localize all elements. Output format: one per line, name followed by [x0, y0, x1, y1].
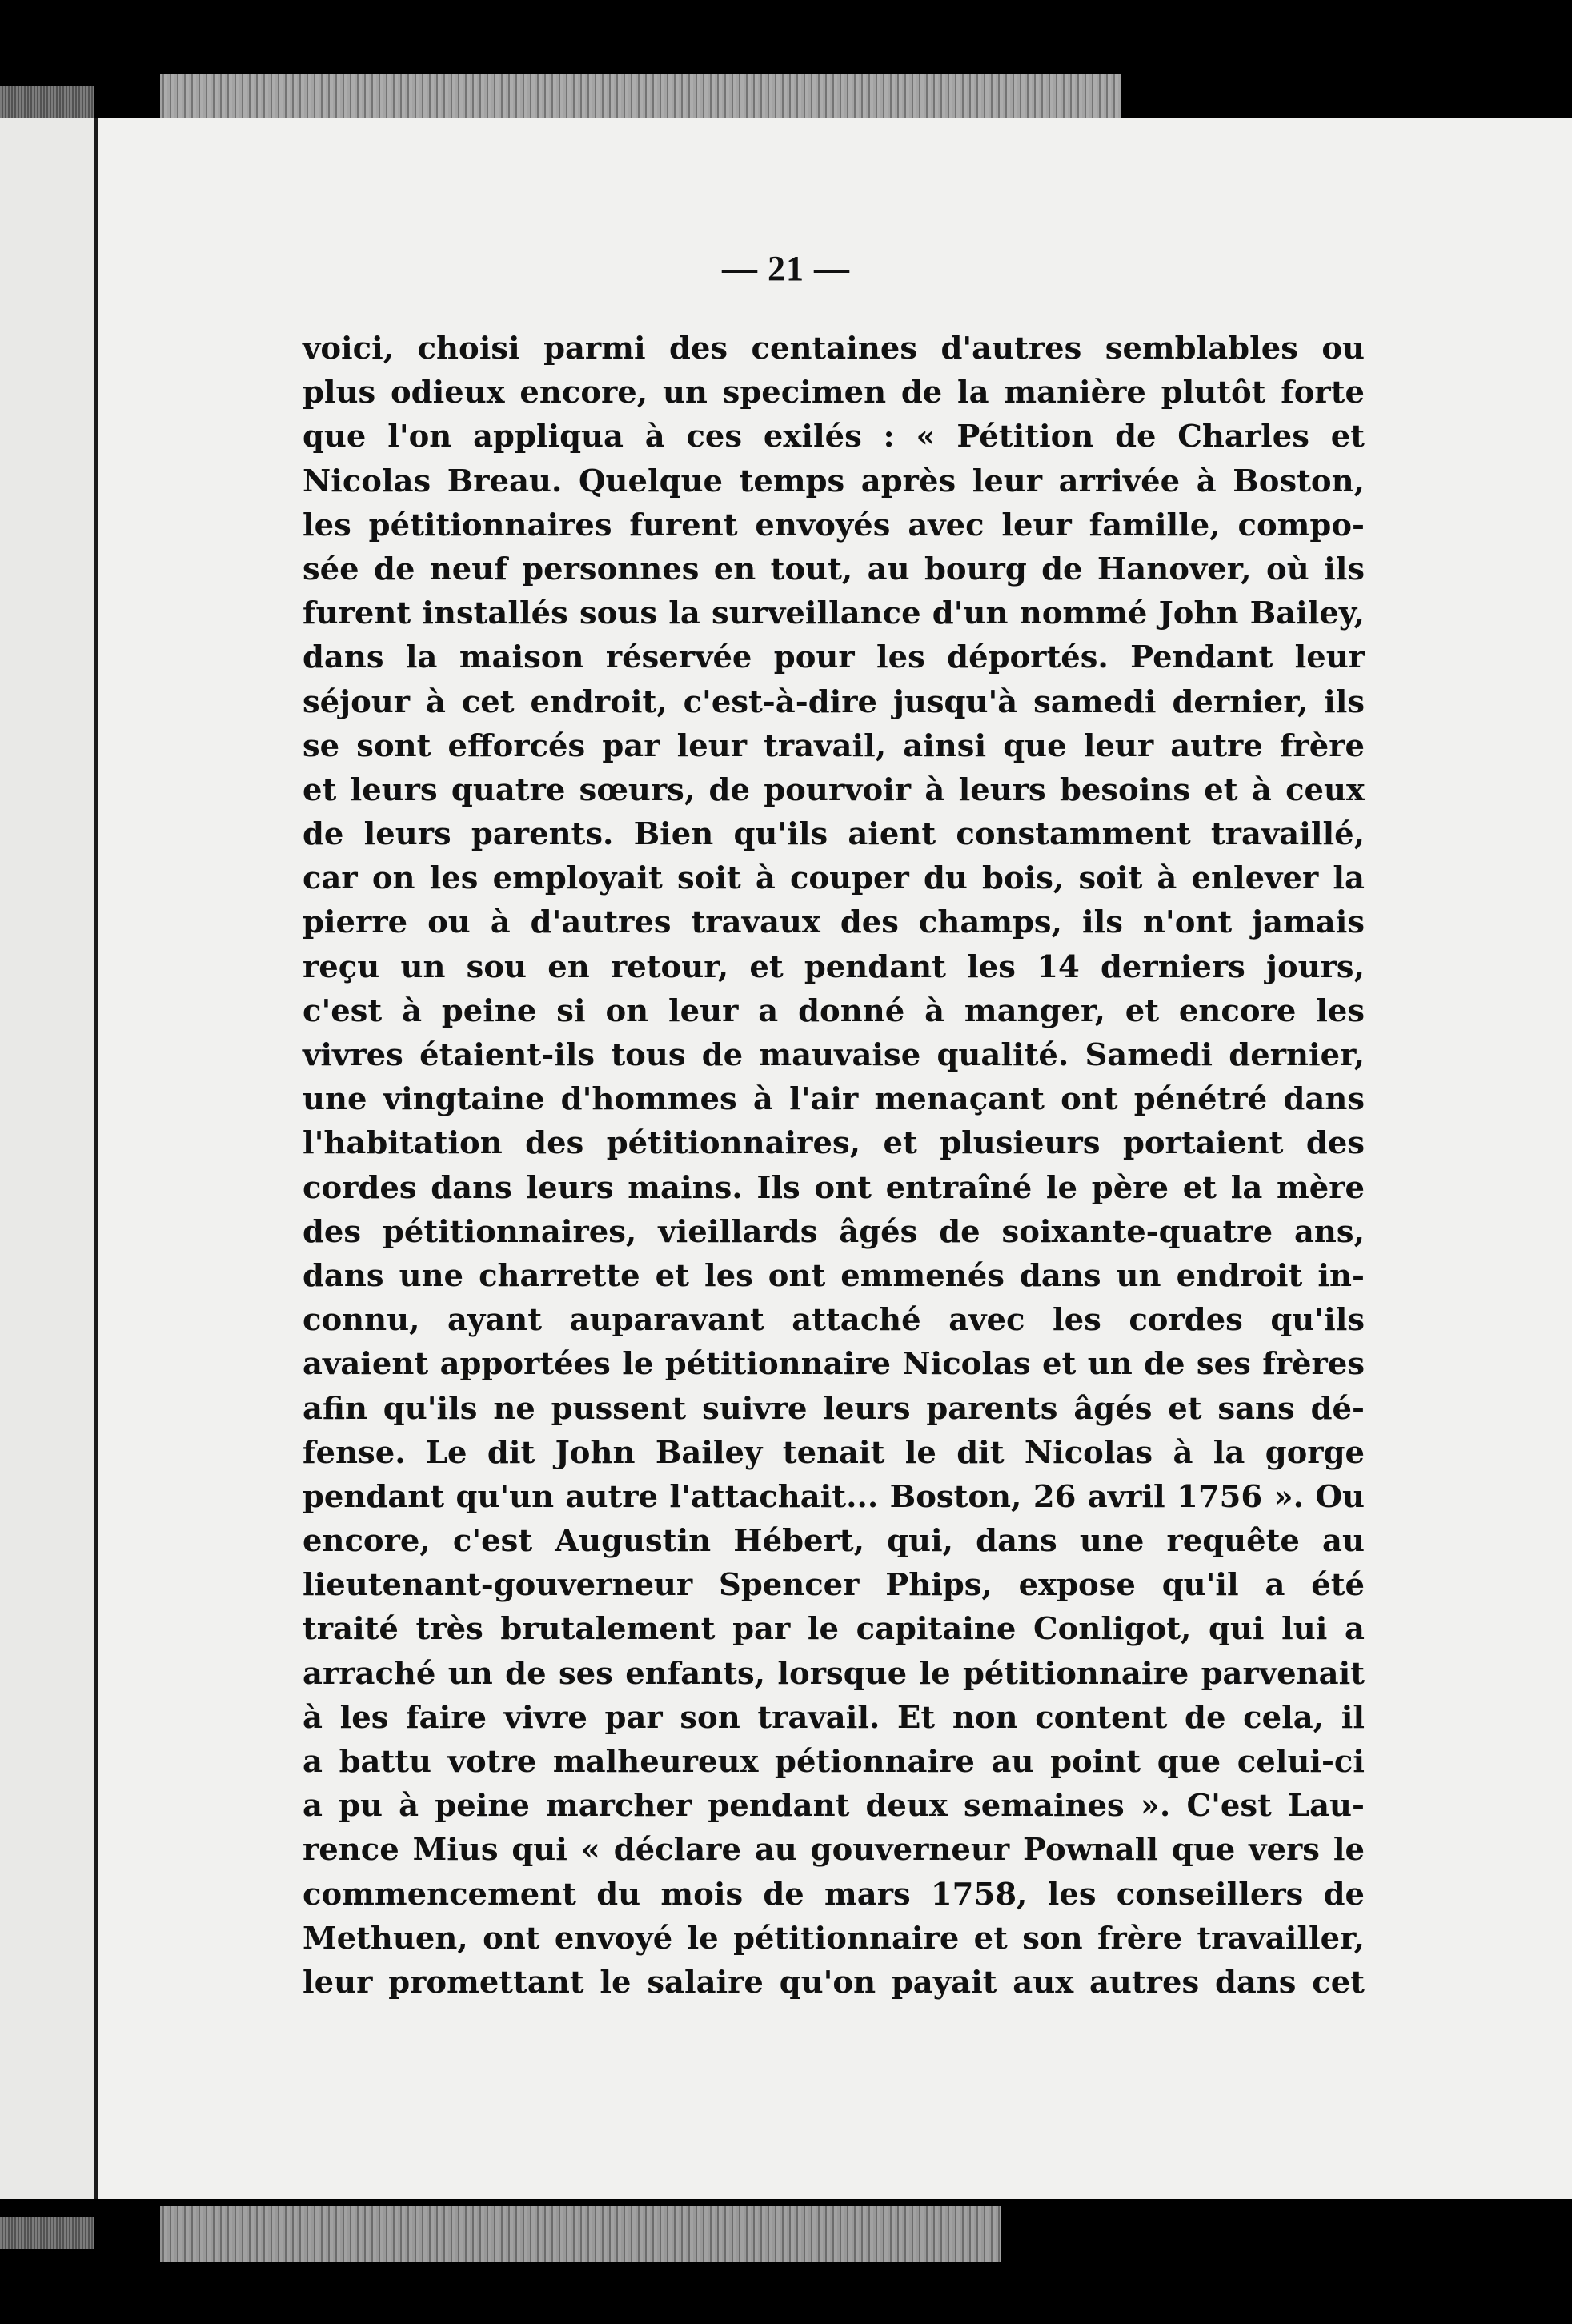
- text-line: rence Mius qui « déclare au gouverneur Pownall que vers le: [303, 1832, 1365, 1869]
- page-number: — 21 —: [722, 249, 850, 288]
- binding-edge: [94, 118, 98, 2199]
- text-line: sée de neuf personnes en tout, au bourg de Hanover, où ils: [303, 551, 1365, 587]
- body-text: [303, 327, 1365, 2005]
- text-line: l'habitation des pétitionnaires, et plusieurs portaient des: [303, 1125, 1365, 1162]
- text-line: commencement du mois de mars 1758, les conseillers de: [303, 1876, 1365, 1913]
- text-line: furent installés sous la surveillance d'un nommé John Bailey,: [303, 595, 1365, 632]
- text-line: traité très brutalement par le capitaine Conligot, qui lui a: [303, 1611, 1365, 1648]
- text-line: que l'on appliqua à ces exilés : « Pétition de Charles et: [303, 419, 1365, 455]
- text-line: arraché un de ses enfants, lorsque le pétitionnaire parvenait: [303, 1655, 1365, 1692]
- text-line: afin qu'ils ne pussent suivre leurs parents âgés et sans dé-: [303, 1390, 1365, 1427]
- text-line: plus odieux encore, un specimen de la manière plutôt forte: [303, 375, 1365, 411]
- scan-edge-top-left: [0, 86, 94, 118]
- scan-edge-bottom-left: [0, 2217, 94, 2249]
- text-line: une vingtaine d'hommes à l'air menaçant ont pénétré dans: [303, 1081, 1365, 1118]
- text-line: et leurs quatre sœurs, de pourvoir à leurs besoins et à ceux: [303, 771, 1365, 808]
- text-line: avaient apportées le pétitionnaire Nicolas et un de ses frères: [303, 1346, 1365, 1383]
- text-line: reçu un sou en retour, et pendant les 14 derniers jours,: [303, 948, 1365, 985]
- text-line: lieutenant-gouverneur Spencer Phips, expose qu'il a été: [303, 1567, 1365, 1604]
- text-line: Methuen, ont envoyé le pétitionnaire et son frère travailler,: [303, 1920, 1365, 1957]
- text-line: a pu à peine marcher pendant deux semaines ». C'est Lau-: [303, 1788, 1365, 1825]
- page-binding: [0, 118, 94, 2199]
- text-line: dans une charrette et les ont emmenés dans un endroit in-: [303, 1257, 1365, 1294]
- text-line: encore, c'est Augustin Hébert, qui, dans une requête au: [303, 1523, 1365, 1560]
- text-line: cordes dans leurs mains. Ils ont entraîné le père et la mère: [303, 1169, 1365, 1206]
- text-line: à les faire vivre par son travail. Et non content de cela, il: [303, 1699, 1365, 1736]
- text-line: de leurs parents. Bien qu'ils aient constamment travaillé,: [303, 816, 1365, 853]
- text-line: pierre ou à d'autres travaux des champs, ils n'ont jamais: [303, 904, 1365, 941]
- text-line: séjour à cet endroit, c'est-à-dire jusqu'à samedi dernier, ils: [303, 683, 1365, 720]
- text-line: pendant qu'un autre l'attachait... Boston, 26 avril 1756 ». Ou: [303, 1478, 1365, 1515]
- text-line: se sont efforcés par leur travail, ainsi que leur autre frère: [303, 727, 1365, 764]
- text-line: dans la maison réservée pour les déportés. Pendant leur: [303, 639, 1365, 676]
- text-line: des pétitionnaires, vieillards âgés de soixante-quatre ans,: [303, 1213, 1365, 1250]
- text-line: car on les employait soit à couper du bois, soit à enlever la: [303, 860, 1365, 897]
- text-line: les pétitionnaires furent envoyés avec leur famille, compo-: [303, 507, 1365, 543]
- text-line: vivres étaient-ils tous de mauvaise qualité. Samedi dernier,: [303, 1037, 1365, 1073]
- text-line: leur promettant le salaire qu'on payait aux autres dans cet: [303, 1964, 1365, 2001]
- text-line: voici, choisi parmi des centaines d'autres semblables ou: [303, 331, 1365, 367]
- text-line: a battu votre malheureux pétionnaire au point que celui-ci: [303, 1744, 1365, 1780]
- text-line: connu, ayant auparavant attaché avec les cordes qu'ils: [303, 1302, 1365, 1339]
- text-line: c'est à peine si on leur a donné à manger, et encore les: [303, 992, 1365, 1029]
- text-line: fense. Le dit John Bailey tenait le dit Nicolas à la gorge: [303, 1434, 1365, 1471]
- text-line: Nicolas Breau. Quelque temps après leur arrivée à Boston,: [303, 463, 1365, 499]
- scan-edge-bottom: [160, 2206, 1001, 2262]
